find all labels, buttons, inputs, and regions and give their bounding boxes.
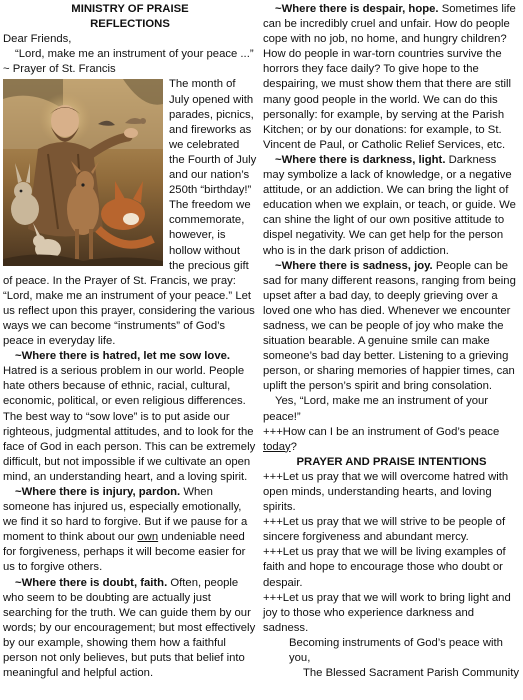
st-francis-with-animals-image (3, 79, 163, 266)
darkness-heading: ~Where there is darkness, light. (275, 153, 446, 166)
intro-paragraph: The month of July opened with parades, picnics, and fireworks as we celebrated the Fourth of July and our nation’s 250th “birthday!” The freedom we commemorate, however, is hollow without the precious gift of peace. In the Prayer of St. Francis, we pray: “Lord, make me an instrument of your peace.” Let us reflect upon this prayer, considering the various ways we can become “instruments” of God’s peace in everyday life. (3, 78, 257, 348)
hatred-section (3, 349, 257, 485)
doubt-section (3, 576, 257, 682)
doubt-heading: ~Where there is doubt, faith. (15, 576, 168, 589)
despair-section (263, 2, 520, 153)
intention-item: +++Let us pray that we will work to bring light and joy to those who experience darkness and sadness. (263, 591, 511, 634)
intention-item: +++Let us pray that we will strive to be people of sincere forgiveness and abundant mercy. (263, 516, 506, 544)
sadness-section (263, 259, 520, 395)
darkness-body: Darkness may symbolize a lack of knowledge, or a negative attitude, or an addiction. We can bring the light of education when we explain, or teach, or guide. We can shine the light of our own positive attitude to dispel negativity. We can get help for the person who is in the dark prison of addiction. (263, 153, 516, 257)
closing-quote: Yes, “Lord, make me an instrument of your peace!” (263, 395, 489, 423)
despair-heading: ~Where there is despair, hope. (275, 3, 439, 15)
despair-body: Sometimes life can be incredibly cruel and unfair. How do people cope with no job, no home, and hungry children? How do people in war-torn countries survive the horrors they face daily? To give hope to the despairing, we must show them that there are still many good people in the world. We can do this personally: for example, by serving at the Parish Kitchen; or by our donations: for example, to St. Vincent de Paul, or Catholic Relief Services, etc. (263, 3, 516, 151)
injury-heading: ~Where there is injury, pardon. (15, 486, 181, 498)
question-text: +++How can I be an instrument of God’s peace (263, 425, 500, 438)
hatred-heading: ~Where there is hatred, let me sow love. (15, 350, 231, 363)
title-line-1: MINISTRY OF PRAISE (71, 3, 189, 15)
injury-body-part-2: undeniable need for forgiveness, perhaps it will become easier for us to forgive others. (3, 531, 246, 574)
intentions-title: PRAYER AND PRAISE INTENTIONS (296, 455, 487, 468)
darkness-section (263, 153, 520, 259)
hatred-body: Hatred is a serious problem in our world. People hate others because of ethnic, racial, cultural, economic, political, or even religious differences. The best way to “sow love” is to put aside our righteous, judgmental attitudes, and to look for the face of God in each person. This can be extremely difficult, but not impossible if we cultivate an open mind, an understanding heart, and a loving spirit. (3, 365, 256, 483)
reflection-question (263, 425, 520, 455)
sadness-body: People can be sad for many different reasons, ranging from being upset after a bad day, to deeply grieving over a loved one who has died. Whenever we encounter sadness, we can be people of joy who make the situation bearable. A genuine smile can make someone’s bad day better. Listening to a grieving person, or sharing memories of happier times, can uplift the person’s spirit and bring consolation. (263, 259, 516, 393)
injury-body-part-1: When someone has injured us, especially emotionally, we find it so hard to forgive. But if we pause for a moment to think about our (3, 486, 248, 544)
right-column (263, 2, 520, 681)
left-column (3, 2, 257, 681)
injury-section (3, 485, 257, 576)
question-mark: ? (290, 440, 297, 453)
sadness-heading: ~Where there is sadness, joy. (275, 259, 433, 272)
injury-emphasis-own: own (137, 531, 159, 544)
signature-line-1: Becoming instruments of God’s peace with you, (289, 636, 503, 665)
doubt-body: Often, people who seem to be doubting are actually just searching for the truth. We can guide them by our words; by our encouragement; but most effectively by our example, showing them how a faithful person not only believes, but puts that belief into meaningful and helpful action. (3, 576, 256, 680)
question-today: today (263, 440, 291, 453)
intention-item: +++Let us pray that we will overcome hatred with open minds, understanding hearts, and loving spirits. (263, 470, 509, 514)
signature-line-2: The Blessed Sacrament Parish Community (303, 667, 519, 680)
quote-attribution: ~ Prayer of St. Francis (3, 63, 116, 76)
greeting: Dear Friends, (3, 33, 72, 46)
intention-item: +++Let us pray that we will be living examples of faith and hope to encourage those who doubt or despair. (263, 546, 506, 589)
title-line-2: REFLECTIONS (90, 18, 170, 31)
opening-quote: “Lord, make me an instrument of your peace ...” (15, 48, 254, 61)
